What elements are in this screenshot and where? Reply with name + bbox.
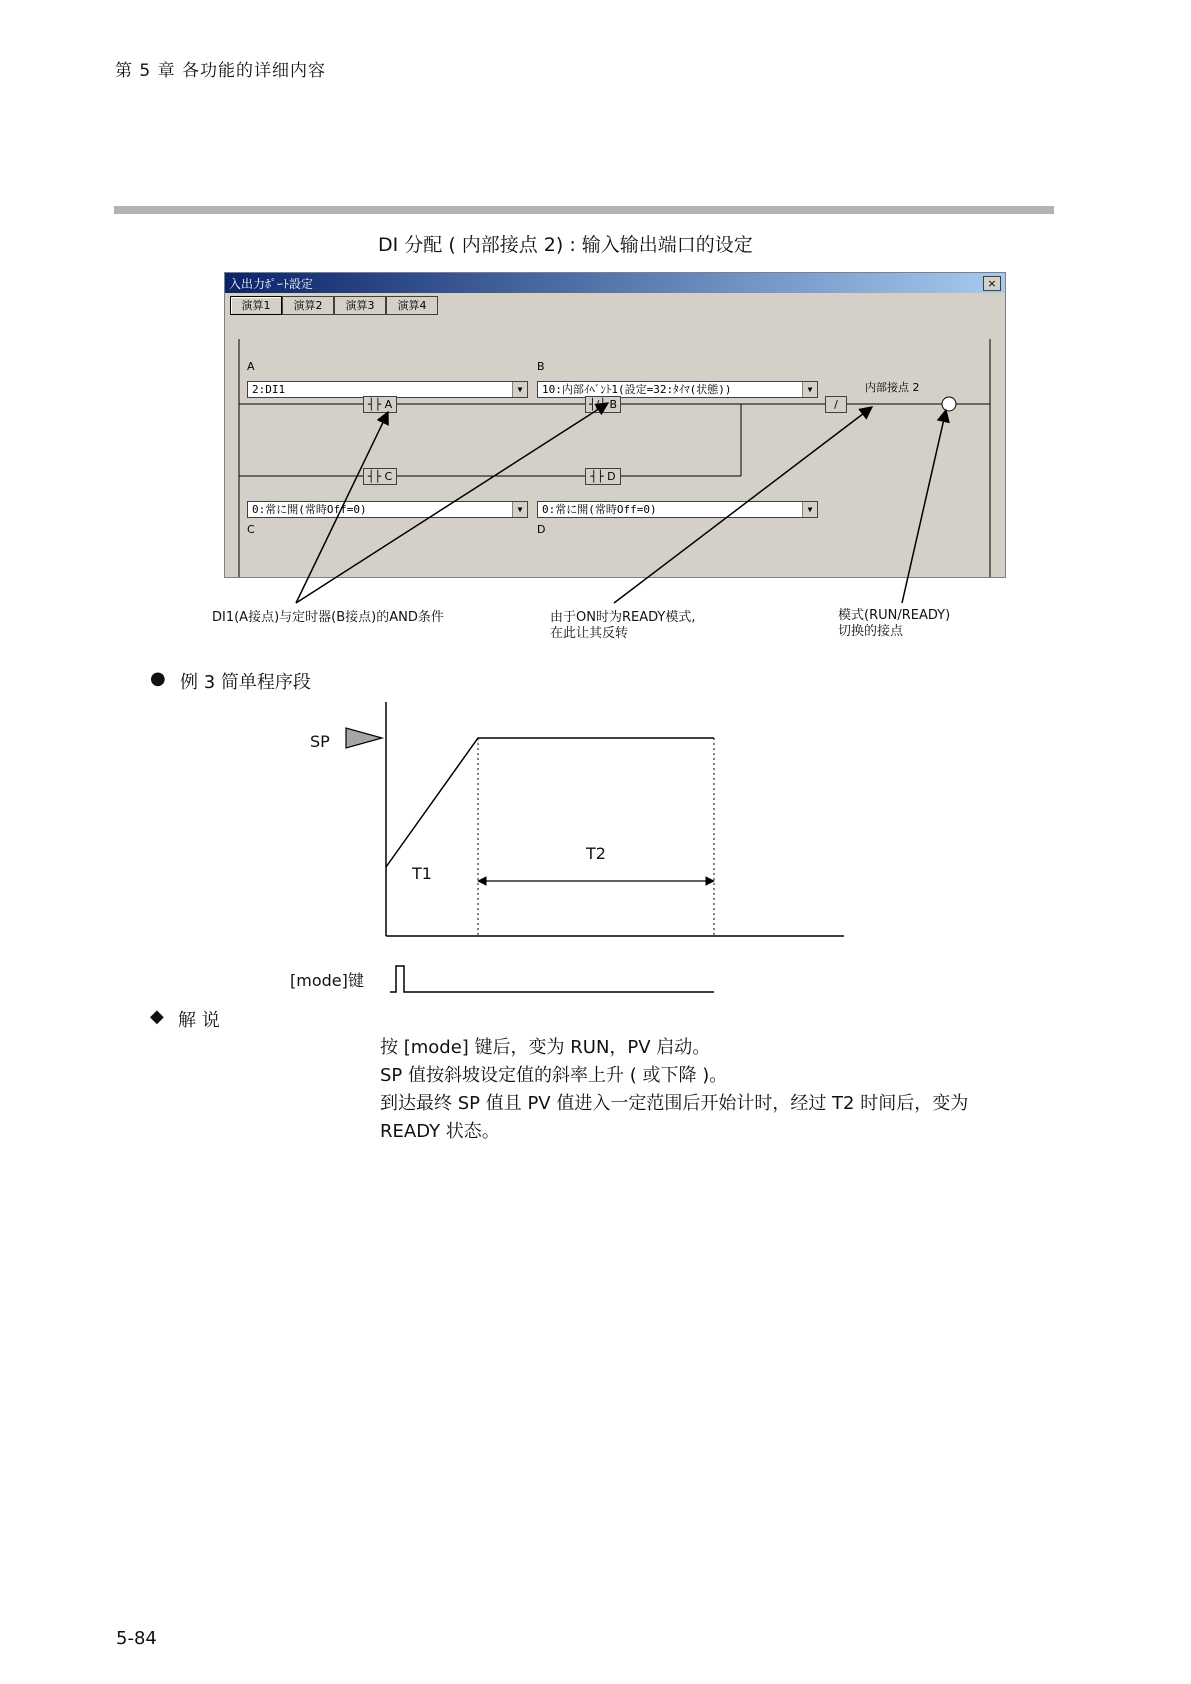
label-b: B [537,360,545,373]
explanation-title: 解 说 [178,1010,220,1031]
contact-c[interactable]: ┤├ C [363,468,397,485]
chevron-down-icon[interactable]: ▼ [802,502,817,517]
tab-calc-1[interactable]: 演算1 [230,296,282,315]
contact-output[interactable]: / [825,396,847,413]
tab-calc-4[interactable]: 演算4 [386,296,438,315]
t1-label: T1 [412,864,432,883]
explanation-line-3: 到达最终 SP 值且 PV 值进入一定范围后开始计时，经过 T2 时间后，变为 [380,1093,969,1114]
tab-calc-2[interactable]: 演算2 [282,296,334,315]
combo-b-value: 10:内部ｲﾍﾞﾝﾄ1(設定=32:ﾀｲﾏ(状態)) [542,383,732,396]
dialog-title: 入出力ﾎﾟｰﾄ設定 [229,277,314,291]
sp-marker [346,728,382,748]
t2-label: T2 [586,844,606,863]
combo-c-value: 0:常に開(常時Off=0) [252,503,367,516]
page-number: 5-84 [116,1628,157,1649]
mode-key-label: [mode]键 [290,971,364,990]
combo-d-value: 0:常に開(常時Off=0) [542,503,657,516]
figure-title: DI 分配 ( 内部接点 2) : 输入输出端口的设定 [378,234,753,256]
chevron-down-icon[interactable]: ▼ [512,502,527,517]
label-c: C [247,523,255,536]
label-a: A [247,360,255,373]
sp-label: SP [310,732,330,751]
chevron-down-icon[interactable]: ▼ [512,382,527,397]
output-label: 内部接点 2 [865,381,920,394]
contact-a[interactable]: ┤├ A [363,396,397,413]
label-d: D [537,523,546,536]
example-title: 例 3 简单程序段 [180,672,311,693]
combo-a-value: 2:DI1 [252,383,286,396]
callout-invert-1: 由于ON时为READY模式, [550,610,696,625]
diamond-icon: ◆ [150,1006,164,1027]
contact-d[interactable]: ┤├ D [585,468,621,485]
explanation-line-4: READY 状态。 [380,1121,500,1142]
callout-and-condition: DI1(A接点)与定时器(B接点)的AND条件 [212,610,444,625]
close-button[interactable]: × [983,276,1001,291]
callout-arrows [0,0,1191,700]
callout-mode-1: 模式(RUN/READY) [838,608,951,623]
contact-b[interactable]: ┤/├ B [585,396,621,413]
callout-invert-2: 在此让其反转 [550,626,629,641]
chapter-header: 第 5 章 各功能的详细内容 [115,61,327,81]
chevron-down-icon[interactable]: ▼ [802,382,817,397]
bullet-icon: ● [150,668,166,689]
callout-mode-2: 切换的接点 [838,624,904,639]
tab-calc-3[interactable]: 演算3 [334,296,386,315]
explanation-line-2: SP 值按斜坡设定值的斜率上升 ( 或下降 )。 [380,1065,728,1086]
mode-key-pulse [390,966,714,992]
explanation-line-1: 按 [mode] 键后，变为 RUN，PV 启动。 [380,1037,711,1058]
sp-profile-line [386,738,714,867]
